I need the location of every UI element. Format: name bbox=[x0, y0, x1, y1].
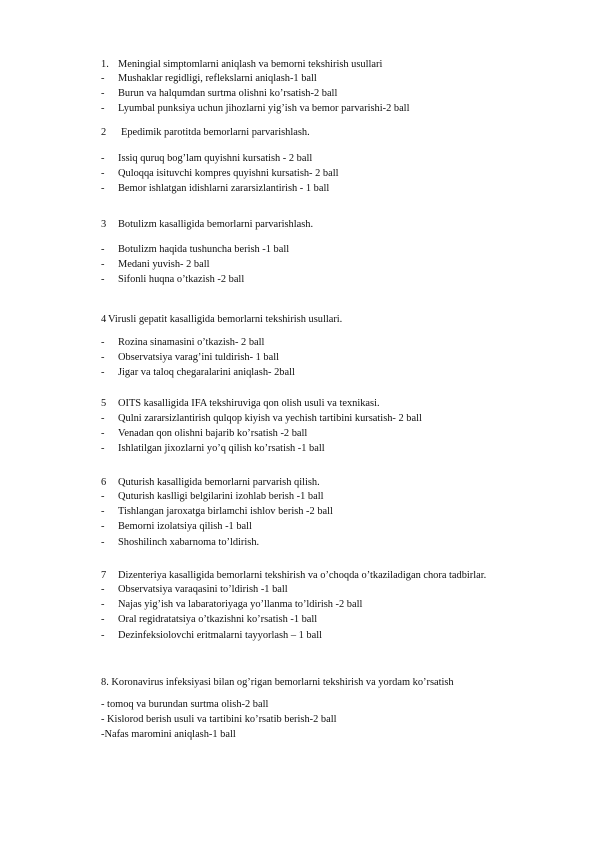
list-item: Venadan qon olishni bajarib ko’rsatish -2 ball bbox=[118, 428, 308, 439]
section-title: 8. Koronavirus infeksiyasi bilan og’rigan bemorlarni tekshirish va yordam ko’rsatish bbox=[101, 677, 454, 688]
bullet-dash: - bbox=[101, 274, 105, 285]
section-title: Botulizm kasalligida bemorlarni parvarishlash. bbox=[118, 219, 314, 230]
bullet-dash: - bbox=[101, 73, 105, 84]
bullet-dash: - bbox=[101, 599, 105, 610]
section-number: 1. bbox=[101, 59, 109, 70]
section-title: Epedimik parotitda bemorlarni parvarishlash. bbox=[121, 127, 310, 138]
section-number: 5 bbox=[101, 398, 107, 409]
bullet-dash: - bbox=[101, 491, 105, 502]
bullet-dash: - bbox=[101, 537, 105, 548]
list-item: Burun va halqumdan surtma olishni ko’rsatish-2 ball bbox=[118, 88, 338, 99]
bullet-dash: - bbox=[101, 367, 105, 378]
bullet-dash: - bbox=[101, 153, 105, 164]
bullet-dash: - bbox=[101, 352, 105, 363]
list-item: - Kislorod berish usuli va tartibini ko’rsatib berish-2 ball bbox=[101, 714, 337, 725]
list-item: Rozina sinamasini o’tkazish- 2 ball bbox=[118, 337, 265, 348]
bullet-dash: - bbox=[101, 88, 105, 99]
list-item: Issiq quruq bog’lam quyishni kursatish - 2 ball bbox=[118, 153, 313, 164]
list-item: Bemorni izolatsiya qilish -1 ball bbox=[118, 521, 252, 532]
bullet-dash: - bbox=[101, 244, 105, 255]
list-item: Jigar va taloq chegaralarini aniqlash- 2ball bbox=[118, 367, 295, 378]
list-item: Shoshilinch xabarnoma to’ldirish. bbox=[118, 537, 260, 548]
bullet-dash: - bbox=[101, 183, 105, 194]
bullet-dash: - bbox=[101, 521, 105, 532]
list-item: - tomoq va burundan surtma olish-2 ball bbox=[101, 699, 269, 710]
bullet-dash: - bbox=[101, 259, 105, 270]
list-item: -Nafas maromini aniqlash-1 ball bbox=[101, 729, 236, 740]
list-item: Qulni zararsizlantirish qulqop kiyish va yechish tartibini kursatish- 2 ball bbox=[118, 413, 422, 424]
list-item: Lyumbal punksiya uchun jihozlarni yig’ish va bemor parvarishi-2 ball bbox=[118, 103, 410, 114]
list-item: Observatsiya varag’ini tuldirish- 1 ball bbox=[118, 352, 280, 363]
section-number: 3 bbox=[101, 219, 107, 230]
section-title: OITS kasalligida IFA tekshiruviga qon olish usuli va texnikasi. bbox=[118, 398, 380, 409]
bullet-dash: - bbox=[101, 428, 105, 439]
list-item: Tishlangan jaroxatga birlamchi ishlov berish -2 ball bbox=[118, 506, 333, 517]
list-item: Ishlatilgan jixozlarni yo’q qilish ko’rsatish -1 ball bbox=[118, 443, 325, 454]
list-item: Quloqqa isituvchi kompres quyishni kursatish- 2 ball bbox=[118, 168, 339, 179]
section-number: 2 bbox=[101, 127, 107, 138]
bullet-dash: - bbox=[101, 506, 105, 517]
section-number: 7 bbox=[101, 570, 107, 581]
section-number: 4 bbox=[101, 314, 107, 325]
bullet-dash: - bbox=[101, 337, 105, 348]
list-item: Quturish kaslligi belgilarini izohlab berish -1 ball bbox=[118, 491, 324, 502]
list-item: Mushaklar regidligi, reflekslarni aniqlash-1 ball bbox=[118, 73, 317, 84]
list-item: Bemor ishlatgan idishlarni zararsizlantirish - 1 ball bbox=[118, 183, 330, 194]
bullet-dash: - bbox=[101, 168, 105, 179]
section-title: Quturish kasalligida bemorlarni parvarish qilish. bbox=[118, 477, 320, 488]
list-item: Botulizm haqida tushuncha berish -1 ball bbox=[118, 244, 290, 255]
bullet-dash: - bbox=[101, 584, 105, 595]
bullet-dash: - bbox=[101, 630, 105, 641]
section-number: 6 bbox=[101, 477, 107, 488]
section-title: Dizenteriya kasalligida bemorlarni tekshirish va o’choqda o’tkaziladigan chora tadbirlar. bbox=[118, 570, 487, 581]
bullet-dash: - bbox=[101, 103, 105, 114]
list-item: Medani yuvish- 2 ball bbox=[118, 259, 210, 270]
bullet-dash: - bbox=[101, 614, 105, 625]
bullet-dash: - bbox=[101, 443, 105, 454]
bullet-dash: - bbox=[101, 413, 105, 424]
list-item: Najas yig’ish va labaratoriyaga yo’llanma to’ldirish -2 ball bbox=[118, 599, 363, 610]
list-item: Observatsiya varaqasini to’ldirish -1 ball bbox=[118, 584, 288, 595]
list-item: Oral regidratatsiya o’tkazishni ko’rsatish -1 ball bbox=[118, 614, 318, 625]
list-item: Sifonli huqna o’tkazish -2 ball bbox=[118, 274, 245, 285]
list-item: Dezinfeksiolovchi eritmalarni tayyorlash – 1 ball bbox=[118, 630, 322, 641]
section-title: Meningial simptomlarni aniqlash va bemorni tekshirish usullari bbox=[118, 59, 383, 70]
section-title: Virusli gepatit kasalligida bemorlarni tekshirish usullari. bbox=[108, 314, 343, 325]
